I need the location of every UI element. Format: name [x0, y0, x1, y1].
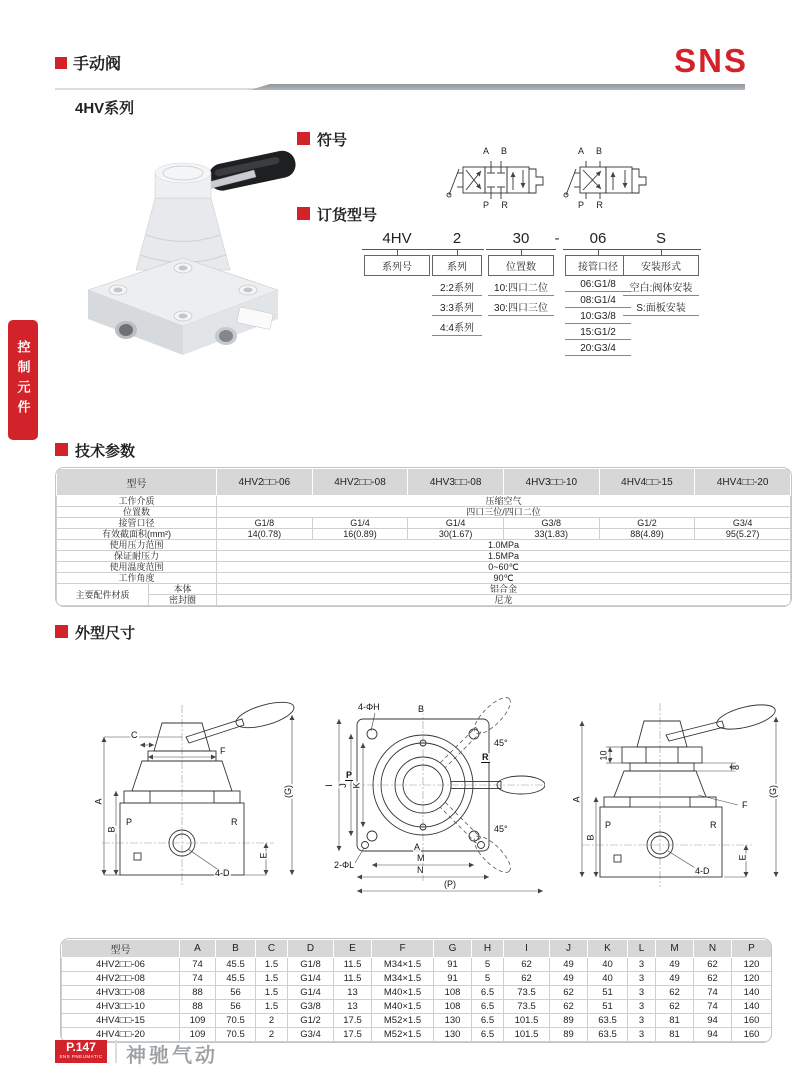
tech-row	[57, 573, 791, 584]
port-label: R	[710, 820, 717, 830]
ordering-option: 2:2系列	[432, 276, 482, 296]
tech-value: 90℃	[217, 573, 791, 584]
dim-value: 51	[588, 986, 628, 1000]
symbol1-ports-bottom: P R	[483, 200, 513, 210]
section-title-tech: 技术参数	[75, 443, 136, 460]
symbol2-ports-top: A B	[578, 146, 608, 156]
dim-value: 45.5	[216, 958, 256, 972]
port-label: R	[482, 752, 489, 762]
tech-label: 工作介质	[57, 496, 217, 507]
dim-value: 63.5	[588, 1028, 628, 1042]
dim-header-cell: A	[180, 940, 216, 958]
page-number-sub: SNS PNEUMATIC	[59, 1054, 103, 1059]
symbol1-ports-top: A B	[483, 146, 513, 156]
dim-value: 108	[434, 986, 472, 1000]
dim-value: 120	[732, 972, 772, 986]
dim-value: 49	[550, 958, 588, 972]
tech-value: 16(0.89)	[312, 529, 408, 540]
dim-value: M40×1.5	[372, 986, 434, 1000]
port-label: R	[231, 817, 238, 827]
page-number: P.147	[66, 1040, 96, 1054]
dim-value: 91	[434, 972, 472, 986]
port-label: P	[605, 820, 612, 830]
dim-label: M	[417, 853, 425, 863]
dim-label: C	[131, 730, 138, 740]
ordering-separator: -	[554, 230, 560, 247]
ordering-options	[484, 276, 558, 316]
dim-value: 2	[256, 1028, 288, 1042]
dim-value: 1.5	[256, 958, 288, 972]
tech-row	[57, 584, 791, 595]
dim-value: 101.5	[504, 1028, 550, 1042]
dim-label: 4-D	[695, 866, 710, 876]
tech-row	[57, 540, 791, 551]
section-square	[297, 207, 310, 220]
dim-value: 3	[628, 1028, 656, 1042]
dim-value: M52×1.5	[372, 1014, 434, 1028]
ordering-options	[428, 276, 486, 336]
dim-label: 2-ΦL	[334, 860, 355, 870]
tech-table-body	[57, 496, 791, 606]
dim-table-body	[62, 958, 772, 1042]
dim-value: M52×1.5	[372, 1028, 434, 1042]
section-square	[55, 625, 68, 638]
dim-value: G3/8	[288, 1000, 334, 1014]
dim-label: B	[418, 704, 425, 714]
dim-value: 108	[434, 1000, 472, 1014]
ordering-column	[360, 230, 434, 276]
tech-value: 0~60℃	[217, 562, 791, 573]
dim-value: G3/4	[288, 1028, 334, 1042]
dim-value: 70.5	[216, 1014, 256, 1028]
tech-header-cell: 型号	[57, 469, 217, 496]
company-logo-text: 神驰气动	[126, 1045, 218, 1067]
dim-label: N	[417, 865, 424, 875]
brand-logo: SNS	[674, 42, 748, 79]
dim-value: 160	[732, 1014, 772, 1028]
tech-header-cell: 4HV3□□-10	[503, 469, 599, 496]
dim-value: 73.5	[504, 1000, 550, 1014]
ordering-code: 30	[512, 230, 530, 247]
tech-value: G1/4	[312, 518, 408, 529]
dim-value: 51	[588, 1000, 628, 1014]
dim-header-cell: M	[656, 940, 694, 958]
tech-sublabel: 本体	[149, 584, 217, 595]
dim-label: A	[571, 796, 582, 803]
dim-row	[62, 1000, 772, 1014]
section-title-ordering: 订货型号	[317, 207, 378, 224]
ordering-option: 06:G1/8	[565, 276, 631, 292]
tech-value: 88(4.89)	[599, 529, 695, 540]
dim-header-cell: J	[550, 940, 588, 958]
ordering-code: 4HV	[382, 230, 412, 247]
dim-header-cell: I	[504, 940, 550, 958]
dim-label: A	[93, 798, 104, 805]
pneumatic-symbols	[425, 147, 665, 213]
dim-model: 4HV4□□-20	[62, 1028, 180, 1042]
dim-value: 49	[550, 972, 588, 986]
tech-label: 位置数	[57, 507, 217, 518]
tech-label: 主要配件材质	[57, 584, 149, 606]
tech-value: 33(1.83)	[503, 529, 599, 540]
dim-value: 6.5	[472, 1000, 504, 1014]
ordering-option: 20:G3/4	[565, 340, 631, 356]
dim-value: 40	[588, 958, 628, 972]
dim-value: 88	[180, 1000, 216, 1014]
tech-label: 接管口径	[57, 518, 217, 529]
dim-value: 89	[550, 1028, 588, 1042]
tech-value: G3/4	[695, 518, 791, 529]
dim-value: 74	[180, 972, 216, 986]
tech-label: 工作角度	[57, 573, 217, 584]
tech-header-cell: 4HV2□□-06	[217, 469, 313, 496]
dim-value: 1.5	[256, 1000, 288, 1014]
dim-value: 101.5	[504, 1014, 550, 1028]
dim-value: M40×1.5	[372, 1000, 434, 1014]
dim-value: 62	[504, 972, 550, 986]
dim-value: G1/4	[288, 986, 334, 1000]
dimension-table	[60, 938, 772, 1043]
dim-label: A	[414, 842, 421, 852]
valve-photo-illustration	[58, 140, 298, 355]
dim-row	[62, 1014, 772, 1028]
dim-value: 6.5	[472, 1028, 504, 1042]
dim-value: 3	[628, 1014, 656, 1028]
dim-value: 45.5	[216, 972, 256, 986]
dim-label: I	[323, 784, 334, 787]
ordering-code-diagram	[355, 230, 785, 370]
dim-value: 1.5	[256, 972, 288, 986]
ordering-label: 接管口径	[565, 255, 631, 276]
dim-value: 62	[550, 986, 588, 1000]
tech-value: G1/2	[599, 518, 695, 529]
dim-value: 81	[656, 1028, 694, 1042]
dim-label: F	[742, 800, 748, 810]
dim-value: 3	[628, 986, 656, 1000]
dim-value: G1/4	[288, 972, 334, 986]
tech-value: G1/8	[217, 518, 313, 529]
ordering-code: S	[655, 230, 666, 247]
section-title-symbol: 符号	[317, 132, 348, 149]
dim-value: 109	[180, 1028, 216, 1042]
ordering-options	[619, 276, 703, 316]
dim-header-cell: H	[472, 940, 504, 958]
dim-value: 140	[732, 986, 772, 1000]
dim-header-row	[62, 940, 772, 958]
dim-value: 3	[628, 1000, 656, 1014]
tech-value: 14(0.78)	[217, 529, 313, 540]
dim-label: J	[337, 783, 348, 788]
tech-value: G3/8	[503, 518, 599, 529]
port-label: P	[126, 817, 133, 827]
dim-label: B	[106, 826, 117, 833]
dim-value: 2	[256, 1014, 288, 1028]
dim-value: 109	[180, 1014, 216, 1028]
dim-value: 62	[694, 972, 732, 986]
ordering-option: 08:G1/4	[565, 292, 631, 308]
ordering-option: 3:3系列	[432, 296, 482, 316]
tech-header-cell: 4HV2□□-08	[312, 469, 408, 496]
dim-model: 4HV4□□-15	[62, 1014, 180, 1028]
ordering-option: 30:四口三位	[488, 296, 554, 316]
dim-header-cell: N	[694, 940, 732, 958]
dim-value: M34×1.5	[372, 972, 434, 986]
drawing-side-view-left	[62, 685, 307, 895]
dim-value: 74	[180, 958, 216, 972]
dim-value: 13	[334, 1000, 372, 1014]
dim-header-cell: F	[372, 940, 434, 958]
dim-header-cell: B	[216, 940, 256, 958]
ordering-option: S:面板安装	[623, 296, 699, 316]
tech-row	[57, 562, 791, 573]
dim-value: 70.5	[216, 1028, 256, 1042]
dim-label: 4-D	[215, 868, 230, 878]
tech-label: 有效截面积(mm²)	[57, 529, 217, 540]
dim-value: 73.5	[504, 986, 550, 1000]
ordering-code: 06	[589, 230, 607, 247]
dim-value: 62	[694, 958, 732, 972]
ordering-option: 10:四口二位	[488, 276, 554, 296]
dim-value: 56	[216, 986, 256, 1000]
dim-model: 4HV2□□-08	[62, 972, 180, 986]
tech-row	[57, 551, 791, 562]
dim-value: 6.5	[472, 986, 504, 1000]
dim-value: 89	[550, 1014, 588, 1028]
ordering-label: 位置数	[488, 255, 554, 276]
dim-value: 130	[434, 1028, 472, 1042]
dim-label: B	[585, 834, 596, 841]
dim-value: 130	[434, 1014, 472, 1028]
tech-value: 四口三位/四口二位	[217, 507, 791, 518]
ordering-label: 系列	[432, 255, 482, 276]
dim-header-cell: C	[256, 940, 288, 958]
tech-value: 95(5.27)	[695, 529, 791, 540]
tech-header-cell: 4HV4□□-15	[599, 469, 695, 496]
dim-value: 3	[628, 958, 656, 972]
footer-divider	[115, 1040, 117, 1063]
tech-value: 压缩空气	[217, 496, 791, 507]
dim-label: 8	[731, 764, 742, 771]
dim-row	[62, 986, 772, 1000]
dim-label: F	[220, 746, 226, 756]
tech-value: 1.5MPa	[217, 551, 791, 562]
dim-header-cell: E	[334, 940, 372, 958]
tech-header-row	[57, 469, 791, 496]
ordering-label: 安装形式	[623, 255, 699, 276]
page-title: 手动阀	[73, 56, 122, 73]
dim-label: 45°	[494, 738, 508, 748]
dim-value: 56	[216, 1000, 256, 1014]
dim-label: (G)	[283, 785, 293, 798]
tech-value: 30(1.67)	[408, 529, 504, 540]
dim-value: 62	[656, 986, 694, 1000]
ordering-option: 空白:阀体安装	[623, 276, 699, 296]
dim-model: 4HV3□□-10	[62, 1000, 180, 1014]
port-label: P	[346, 770, 353, 780]
dim-value: M34×1.5	[372, 958, 434, 972]
section-square	[55, 443, 68, 456]
dim-value: 160	[732, 1028, 772, 1042]
dim-value: 17.5	[334, 1028, 372, 1042]
drawing-side-view-right	[540, 685, 795, 895]
ordering-option: 4:4系列	[432, 316, 482, 336]
dim-value: 3	[628, 972, 656, 986]
tech-row	[57, 595, 791, 606]
dim-model: 4HV3□□-08	[62, 986, 180, 1000]
tech-row	[57, 496, 791, 507]
dim-value: 94	[694, 1014, 732, 1028]
dim-value: 17.5	[334, 1014, 372, 1028]
series-title: 4HV系列	[75, 100, 135, 117]
dim-label: 45°	[494, 824, 508, 834]
ordering-label: 系列号	[364, 255, 430, 276]
dim-model: 4HV2□□-06	[62, 958, 180, 972]
dim-header-cell: D	[288, 940, 334, 958]
dim-label: 10	[598, 750, 609, 761]
tech-table	[55, 467, 792, 607]
ordering-column	[428, 230, 486, 336]
tech-header-cell: 4HV4□□-20	[695, 469, 791, 496]
ordering-option: 15:G1/2	[565, 324, 631, 340]
dim-value: 40	[588, 972, 628, 986]
dim-value: 91	[434, 958, 472, 972]
dim-label: E	[737, 854, 748, 861]
dim-value: 5	[472, 972, 504, 986]
dim-label: E	[258, 852, 269, 859]
dim-value: 74	[694, 986, 732, 1000]
side-tab-control-elements: 控制元件	[8, 320, 38, 440]
dim-value: 62	[656, 1000, 694, 1014]
dim-value: 5	[472, 958, 504, 972]
dim-value: 74	[694, 1000, 732, 1014]
tech-header-cell: 4HV3□□-08	[408, 469, 504, 496]
dim-value: 94	[694, 1028, 732, 1042]
tech-label: 使用压力范围	[57, 540, 217, 551]
dim-label: (G)	[768, 785, 778, 798]
tech-sublabel: 密封圈	[149, 595, 217, 606]
tech-row	[57, 529, 791, 540]
dim-value: 1.5	[256, 986, 288, 1000]
header-rule-band	[250, 84, 745, 90]
section-title-dimensions: 外型尺寸	[75, 625, 136, 642]
tech-row	[57, 507, 791, 518]
dim-label: 4-ΦH	[358, 702, 380, 712]
dim-row	[62, 972, 772, 986]
dim-value: 11.5	[334, 958, 372, 972]
tech-value: 1.0MPa	[217, 540, 791, 551]
dim-value: 62	[550, 1000, 588, 1014]
ordering-code: 2	[452, 230, 462, 247]
section-square	[297, 132, 310, 145]
dim-header-cell: G	[434, 940, 472, 958]
dim-value: 13	[334, 986, 372, 1000]
tech-value: 尼龙	[217, 595, 791, 606]
tech-row	[57, 518, 791, 529]
dim-row	[62, 958, 772, 972]
dim-label: (P)	[444, 879, 456, 889]
dim-value: 81	[656, 1014, 694, 1028]
drawing-top-view	[305, 685, 545, 910]
section-square	[55, 57, 67, 69]
page-number-box	[55, 1040, 107, 1063]
dim-value: G1/2	[288, 1014, 334, 1028]
dim-value: 49	[656, 958, 694, 972]
dim-value: G1/8	[288, 958, 334, 972]
dim-value: 140	[732, 1000, 772, 1014]
tech-label: 保证耐压力	[57, 551, 217, 562]
symbol2-ports-bottom: P R	[578, 200, 608, 210]
dim-value: 6.5	[472, 1014, 504, 1028]
dim-header-cell: L	[628, 940, 656, 958]
dim-header-cell: 型号	[62, 940, 180, 958]
dim-header-cell: P	[732, 940, 772, 958]
dim-label: K	[351, 782, 362, 789]
ordering-option: 10:G3/8	[565, 308, 631, 324]
dim-value: 63.5	[588, 1014, 628, 1028]
dim-value: 62	[504, 958, 550, 972]
dim-value: 11.5	[334, 972, 372, 986]
tech-label: 使用温度范围	[57, 562, 217, 573]
ordering-column	[484, 230, 558, 316]
tech-value: G1/4	[408, 518, 504, 529]
dim-value: 49	[656, 972, 694, 986]
tech-value: 铝合金	[217, 584, 791, 595]
dim-header-cell: K	[588, 940, 628, 958]
dim-value: 120	[732, 958, 772, 972]
product-photo	[58, 140, 298, 355]
dim-value: 88	[180, 986, 216, 1000]
ordering-column	[619, 230, 703, 316]
